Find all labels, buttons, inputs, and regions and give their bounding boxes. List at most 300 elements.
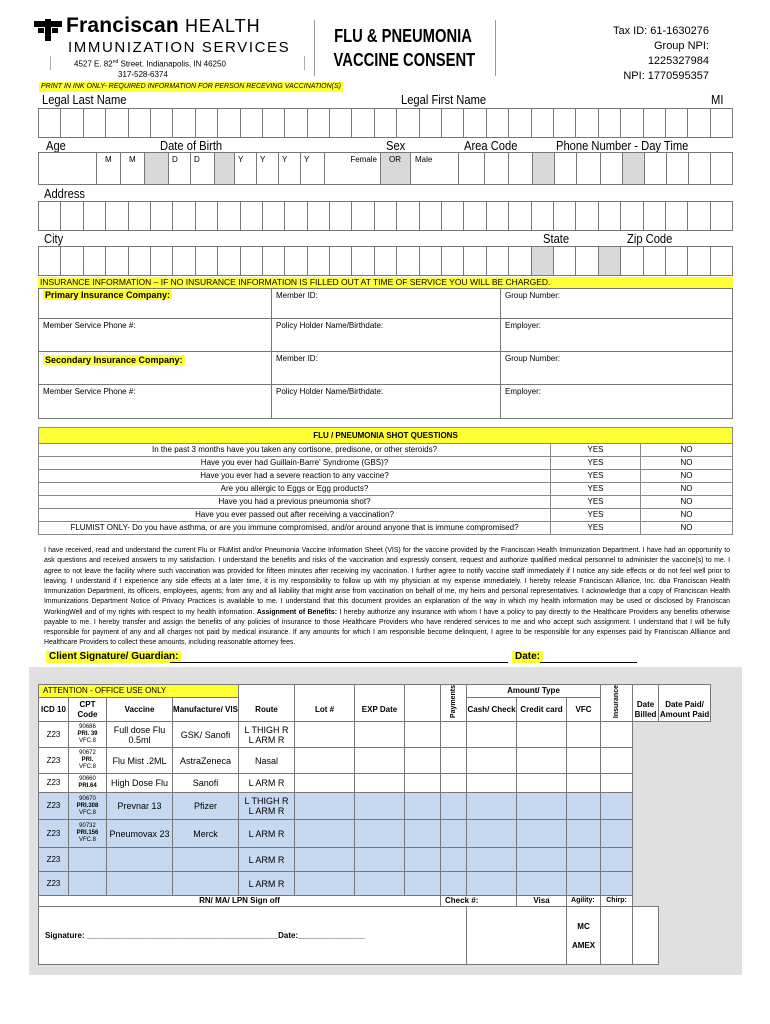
route[interactable] — [239, 872, 295, 896]
lot-number[interactable] — [295, 748, 355, 774]
city-cell[interactable] — [61, 247, 83, 275]
date-paid-cell[interactable] — [601, 820, 633, 848]
address-cell[interactable] — [554, 202, 576, 230]
dob-y2-cell[interactable]: Y — [257, 153, 279, 184]
label-last-name: Legal Last Name — [42, 92, 127, 107]
name-cell[interactable] — [711, 109, 732, 137]
address-cell[interactable] — [464, 202, 486, 230]
city-cell[interactable] — [644, 247, 666, 275]
question-row — [39, 444, 733, 457]
answer-no[interactable]: NO — [641, 522, 733, 535]
date-billed-cell[interactable] — [567, 793, 601, 820]
route[interactable] — [239, 848, 295, 872]
city-cell[interactable] — [375, 247, 397, 275]
answer-yes[interactable]: YES — [551, 457, 641, 470]
icd-code: Z23 — [39, 774, 69, 793]
label-address: Address — [44, 186, 86, 201]
exp-date[interactable] — [355, 848, 405, 872]
date-line[interactable] — [540, 662, 637, 663]
primary-insurance-cell[interactable] — [39, 289, 272, 319]
city-cell[interactable] — [352, 247, 374, 275]
date-paid-cell[interactable] — [601, 872, 633, 896]
name-cell[interactable] — [129, 109, 151, 137]
primary-member-id[interactable]: Member ID: — [272, 289, 501, 319]
date-billed-cell[interactable] — [567, 722, 601, 748]
address-cell[interactable] — [106, 202, 128, 230]
cpt-code — [69, 722, 107, 748]
name-cell[interactable] — [688, 109, 710, 137]
route[interactable] — [239, 774, 295, 793]
address-cell[interactable] — [599, 202, 621, 230]
form-title: FLU & PNEUMONIA VACCINE CONSENT — [333, 26, 476, 70]
answer-yes[interactable]: YES — [551, 496, 641, 509]
city-cell[interactable] — [106, 247, 128, 275]
city-cell[interactable] — [308, 247, 330, 275]
city-cell[interactable] — [688, 247, 710, 275]
cpt-number: 90660 — [79, 776, 96, 783]
name-cell[interactable] — [352, 109, 374, 137]
dob-m2-cell[interactable]: M — [121, 153, 145, 184]
route[interactable] — [239, 748, 295, 774]
answer-no[interactable]: NO — [641, 457, 733, 470]
city-cell[interactable] — [509, 247, 531, 275]
credit-card-cell[interactable] — [467, 872, 517, 896]
city-cell[interactable] — [151, 247, 173, 275]
dob-d1-cell[interactable]: D — [169, 153, 191, 184]
vfc-cell[interactable] — [517, 748, 567, 774]
exp-date[interactable] — [355, 748, 405, 774]
cpt-pri: PRI.64 — [78, 783, 97, 790]
city-cell[interactable] — [173, 247, 195, 275]
question-text: Have you had a previous pneumonia shot? — [39, 496, 551, 509]
label-state: State — [543, 231, 570, 246]
cpt-pri: PRI. — [81, 757, 94, 764]
name-grid[interactable] — [38, 108, 733, 138]
address-cell[interactable] — [621, 202, 643, 230]
date-label: Date: — [512, 651, 543, 663]
vaccine-name — [107, 872, 173, 896]
city-cell[interactable] — [330, 247, 352, 275]
name-cell[interactable] — [263, 109, 285, 137]
answer-yes[interactable]: YES — [551, 509, 641, 522]
route[interactable] — [239, 722, 295, 748]
route-line-2: L ARM R — [248, 734, 285, 745]
name-cell[interactable] — [151, 109, 173, 137]
address-line: 4527 E. 82nd Street. Indianapolis, IN 46250 — [74, 59, 226, 69]
vaccine-name: Prevnar 13 — [107, 793, 173, 820]
age-dob-grid[interactable] — [38, 152, 733, 185]
address-cell[interactable] — [442, 202, 464, 230]
address-cell[interactable] — [39, 202, 61, 230]
address-cell[interactable] — [61, 202, 83, 230]
exp-date[interactable] — [355, 793, 405, 820]
brand-name: Franciscan HEALTH — [66, 14, 261, 37]
answer-yes[interactable]: YES — [551, 470, 641, 483]
route-line-1: L THIGH R — [244, 724, 289, 735]
answer-no[interactable]: NO — [641, 444, 733, 457]
office-column-headers — [39, 698, 770, 722]
primary-employer[interactable]: Employer: — [501, 319, 733, 352]
city-cell[interactable] — [285, 247, 307, 275]
city-cell[interactable] — [464, 247, 486, 275]
manufacturer — [173, 872, 239, 896]
question-text: Have you ever had a severe reaction to any vaccine? — [39, 470, 551, 483]
cpt-number: 90686 — [79, 724, 96, 731]
questions-table — [38, 427, 733, 535]
cpt-number: 90732 — [79, 823, 96, 830]
cpt-vfc: VFC.8 — [78, 837, 96, 844]
credit-card-cell[interactable] — [467, 848, 517, 872]
primary-insurance-label: Primary Insurance Company: — [45, 290, 171, 300]
address-cell[interactable] — [666, 202, 688, 230]
city-cell[interactable] — [397, 247, 419, 275]
date-billed-cell[interactable] — [567, 774, 601, 793]
city-cell[interactable] — [487, 247, 509, 275]
name-cell[interactable] — [285, 109, 307, 137]
cpt-code — [69, 872, 107, 896]
label-area-code: Area Code — [464, 138, 518, 153]
area-code-cell-2[interactable] — [485, 153, 509, 184]
address-cell[interactable] — [576, 202, 598, 230]
date-paid-cell[interactable] — [601, 848, 633, 872]
npi: NPI: 1770595357 — [623, 70, 709, 82]
name-cell[interactable] — [621, 109, 643, 137]
manufacturer: AstraZeneca — [173, 748, 239, 774]
name-cell[interactable] — [554, 109, 576, 137]
name-cell[interactable] — [308, 109, 330, 137]
date-billed-cell[interactable] — [567, 748, 601, 774]
primary-policy-holder[interactable]: Policy Holder Name/Birthdate: — [272, 319, 501, 352]
col-cash-check: Cash/ Check — [467, 698, 517, 722]
vaccine-row — [39, 722, 770, 748]
date-paid-cell[interactable] — [601, 793, 633, 820]
name-cell[interactable] — [218, 109, 240, 137]
phone-cell-2[interactable] — [577, 153, 601, 184]
city-cell[interactable] — [711, 247, 732, 275]
col-date-billed: Date Billed — [633, 698, 659, 722]
name-cell[interactable] — [464, 109, 486, 137]
name-cell[interactable] — [375, 109, 397, 137]
city-state-zip-grid[interactable] — [38, 246, 733, 276]
col-vfc: VFC — [567, 698, 601, 722]
address-cell[interactable] — [397, 202, 419, 230]
cash-check-cell[interactable] — [441, 793, 467, 820]
name-cell[interactable] — [84, 109, 106, 137]
route[interactable] — [239, 793, 295, 820]
address-cell[interactable] — [711, 202, 732, 230]
cpt-code — [69, 793, 107, 820]
client-signature-label: Client Signature/ Guardian: — [46, 651, 181, 663]
address-cell[interactable] — [173, 202, 195, 230]
client-signature-line[interactable] — [170, 662, 508, 663]
card-options[interactable] — [567, 907, 601, 965]
secondary-member-id[interactable]: Member ID: — [272, 352, 501, 385]
exp-date[interactable] — [355, 820, 405, 848]
service-name: IMMUNIZATION SERVICES — [68, 39, 291, 56]
print-notice: PRINT IN INK ONLY- REQUIRED INFORMATION FOR PERSON RECEVING VACCINATION(S) — [41, 83, 341, 90]
vaccine-row — [39, 774, 770, 793]
col-vaccine: Vaccine — [107, 698, 173, 722]
secondary-employer[interactable]: Employer: — [501, 385, 733, 419]
secondary-member-phone[interactable]: Member Service Phone #: — [39, 385, 272, 419]
secondary-insurance-cell[interactable] — [39, 352, 272, 385]
secondary-policy-holder[interactable]: Policy Holder Name/Birthdate: — [272, 385, 501, 419]
name-cell[interactable] — [644, 109, 666, 137]
address-cell[interactable] — [84, 202, 106, 230]
lot-number[interactable] — [295, 872, 355, 896]
city-cell[interactable] — [420, 247, 442, 275]
col-exp: EXP Date — [355, 698, 405, 722]
staff-signature[interactable]: Signature: ___________________________________________Date:_______________ — [39, 907, 467, 965]
name-cell[interactable] — [576, 109, 598, 137]
address-cell[interactable] — [420, 202, 442, 230]
exp-date[interactable] — [355, 872, 405, 896]
date-billed-cell[interactable] — [567, 820, 601, 848]
address-cell[interactable] — [352, 202, 374, 230]
name-cell[interactable] — [106, 109, 128, 137]
name-cell[interactable] — [330, 109, 352, 137]
col-cpt: CPT Code — [69, 698, 107, 722]
address-cell[interactable] — [241, 202, 263, 230]
address-cell[interactable] — [509, 202, 531, 230]
manufacturer: Pfizer — [173, 793, 239, 820]
phone-cell-1[interactable] — [555, 153, 577, 184]
manufacturer — [173, 848, 239, 872]
name-cell[interactable] — [61, 109, 83, 137]
address-cell[interactable] — [644, 202, 666, 230]
date-paid-cell[interactable] — [601, 774, 633, 793]
answer-no[interactable]: NO — [641, 470, 733, 483]
label-mi: MI — [711, 92, 724, 107]
mc-option: MC — [577, 921, 590, 931]
vaccine-name: Flu Mist .2ML — [107, 748, 173, 774]
vaccine-name: Full dose Flu 0.5ml — [107, 722, 173, 748]
date-paid-cell[interactable] — [601, 722, 633, 748]
name-cell[interactable] — [397, 109, 419, 137]
credit-card-cell[interactable] — [467, 793, 517, 820]
manufacturer: GSK/ Sanofi — [173, 722, 239, 748]
lot-number[interactable] — [295, 848, 355, 872]
city-cell[interactable] — [129, 247, 151, 275]
vaccine-row — [39, 820, 770, 848]
address-cell[interactable] — [688, 202, 710, 230]
manufacturer: Sanofi — [173, 774, 239, 793]
spacer — [405, 872, 441, 896]
cpt-number: 90672 — [79, 750, 96, 757]
col-route: Route — [239, 698, 295, 722]
franciscan-cross-logo — [34, 19, 62, 41]
name-cell[interactable] — [241, 109, 263, 137]
answer-yes[interactable]: YES — [551, 444, 641, 457]
vaccine-name — [107, 848, 173, 872]
cash-check-cell[interactable] — [441, 848, 467, 872]
name-cell[interactable] — [39, 109, 61, 137]
exp-date[interactable] — [355, 722, 405, 748]
dob-d2-cell[interactable]: D — [191, 153, 215, 184]
label-sex: Sex — [386, 138, 406, 153]
name-cell[interactable] — [420, 109, 442, 137]
visa-option[interactable]: Visa — [517, 896, 567, 907]
label-phone: Phone Number - Day Time — [556, 138, 689, 153]
city-cell[interactable] — [621, 247, 643, 275]
name-cell[interactable] — [196, 109, 218, 137]
address-cell[interactable] — [218, 202, 240, 230]
city-cell[interactable] — [442, 247, 464, 275]
address-cell[interactable] — [487, 202, 509, 230]
credit-card-cell[interactable] — [467, 774, 517, 793]
address-cell[interactable] — [285, 202, 307, 230]
cash-check-cell[interactable] — [441, 748, 467, 774]
area-code-cell-1[interactable] — [459, 153, 485, 184]
sex-female-option[interactable]: Female — [325, 153, 381, 184]
vfc-cell[interactable] — [517, 793, 567, 820]
phone-cell-3[interactable] — [601, 153, 623, 184]
city-cell[interactable] — [576, 247, 598, 275]
city-cell[interactable] — [39, 247, 61, 275]
address-cell[interactable] — [375, 202, 397, 230]
name-cell[interactable] — [666, 109, 688, 137]
date-billed-cell[interactable] — [567, 872, 601, 896]
sex-male-option[interactable]: Male — [411, 153, 459, 184]
cpt-pri: PRI. 39 — [77, 731, 98, 738]
answer-no[interactable]: NO — [641, 496, 733, 509]
vaccine-row — [39, 793, 770, 820]
vaccine-row — [39, 748, 770, 774]
chirp-field[interactable]: Chirp: — [601, 896, 633, 907]
label-age: Age — [46, 138, 66, 153]
credit-card-cell[interactable] — [467, 722, 517, 748]
phone-cell-5[interactable] — [667, 153, 689, 184]
question-row — [39, 496, 733, 509]
rn-sign-off: RN/ MA/ LPN Sign off — [39, 896, 441, 907]
col-icd: ICD 10 — [39, 698, 69, 722]
vaccine-row — [39, 872, 770, 896]
date-paid-cell[interactable] — [601, 748, 633, 774]
date-billed-cell[interactable] — [567, 848, 601, 872]
vfc-cell[interactable] — [517, 774, 567, 793]
agility-field[interactable]: Agility: — [567, 896, 601, 907]
address-cell[interactable] — [129, 202, 151, 230]
cash-check-cell[interactable] — [441, 774, 467, 793]
city-cell[interactable] — [554, 247, 576, 275]
cpt-code — [69, 774, 107, 793]
name-cell[interactable] — [532, 109, 554, 137]
cash-check-cell[interactable] — [441, 722, 467, 748]
answer-no[interactable]: NO — [641, 483, 733, 496]
secondary-group-number[interactable]: Group Number: — [501, 352, 733, 385]
address-cell[interactable] — [308, 202, 330, 230]
vfc-cell[interactable] — [517, 820, 567, 848]
cash-check-cell[interactable] — [441, 872, 467, 896]
sex-or-separator: OR — [381, 153, 411, 184]
name-cell[interactable] — [442, 109, 464, 137]
icd-code: Z23 — [39, 872, 69, 896]
vfc-cell[interactable] — [517, 722, 567, 748]
age-cell-1[interactable] — [39, 153, 97, 184]
phone-sep-2 — [623, 153, 645, 184]
question-row — [39, 470, 733, 483]
credit-card-cell[interactable] — [467, 748, 517, 774]
name-cell[interactable] — [509, 109, 531, 137]
label-dob: Date of Birth — [160, 138, 223, 153]
question-row — [39, 509, 733, 522]
route-line-2: L ARM R — [248, 806, 285, 817]
icd-code: Z23 — [39, 848, 69, 872]
vfc-cell[interactable] — [517, 848, 567, 872]
answer-yes[interactable]: YES — [551, 483, 641, 496]
route[interactable] — [239, 820, 295, 848]
icd-code: Z23 — [39, 820, 69, 848]
dob-y1-cell[interactable]: Y — [235, 153, 257, 184]
question-text: Have you ever passed out after receiving a vaccination? — [39, 509, 551, 522]
insurance-label-cell: Insurance — [601, 685, 633, 722]
route-line-1: Nasal — [255, 755, 279, 766]
dob-m1-cell[interactable]: M — [97, 153, 121, 184]
cash-check-cell[interactable] — [441, 820, 467, 848]
city-cell[interactable] — [196, 247, 218, 275]
vfc-cell[interactable] — [517, 872, 567, 896]
city-cell[interactable] — [666, 247, 688, 275]
city-cell[interactable] — [263, 247, 285, 275]
address-cell[interactable] — [532, 202, 554, 230]
phone-cell-4[interactable] — [645, 153, 667, 184]
lot-number[interactable] — [295, 774, 355, 793]
cpt-pri: PRI.156 — [76, 830, 99, 837]
lot-number[interactable] — [295, 722, 355, 748]
address-cell[interactable] — [330, 202, 352, 230]
tax-info — [597, 24, 709, 84]
city-cell[interactable] — [84, 247, 106, 275]
tax-id: Tax ID: 61-1630276 — [612, 25, 709, 37]
phone-cell-6[interactable] — [689, 153, 711, 184]
dob-sep-1 — [145, 153, 169, 184]
name-cell[interactable] — [487, 109, 509, 137]
col-lot: Lot # — [295, 698, 355, 722]
address-cell[interactable] — [196, 202, 218, 230]
label-city: City — [44, 231, 64, 246]
address-cell[interactable] — [263, 202, 285, 230]
check-number[interactable]: Check #: — [441, 896, 517, 907]
area-code-cell-3[interactable] — [509, 153, 533, 184]
route-line-1: L ARM R — [248, 778, 285, 789]
address-cell[interactable] — [151, 202, 173, 230]
cpt-code — [69, 748, 107, 774]
vaccine-name: Pneumovax 23 — [107, 820, 173, 848]
answer-no[interactable]: NO — [641, 509, 733, 522]
phone-cell-7[interactable] — [711, 153, 732, 184]
credit-card-cell[interactable] — [467, 820, 517, 848]
lot-number[interactable] — [295, 820, 355, 848]
primary-group-number[interactable]: Group Number: — [501, 289, 733, 319]
primary-member-phone[interactable]: Member Service Phone #: — [39, 319, 272, 352]
dob-y3-cell[interactable]: Y — [279, 153, 301, 184]
lot-number[interactable] — [295, 793, 355, 820]
city-cell[interactable] — [241, 247, 263, 275]
cpt-pri: PRI.308 — [76, 802, 99, 809]
office-use-table — [38, 684, 770, 965]
exp-date[interactable] — [355, 774, 405, 793]
manufacturer: Merck — [173, 820, 239, 848]
route-line-1: L ARM R — [248, 854, 285, 865]
question-text: In the past 3 months have you taken any cortisone, predisone, or other steroids? — [39, 444, 551, 457]
name-cell[interactable] — [173, 109, 195, 137]
phone-sep-1 — [533, 153, 555, 184]
city-cell[interactable] — [218, 247, 240, 275]
name-cell[interactable] — [599, 109, 621, 137]
answer-yes[interactable]: YES — [551, 522, 641, 535]
address-grid[interactable] — [38, 201, 733, 231]
dob-y4-cell[interactable]: Y — [301, 153, 325, 184]
